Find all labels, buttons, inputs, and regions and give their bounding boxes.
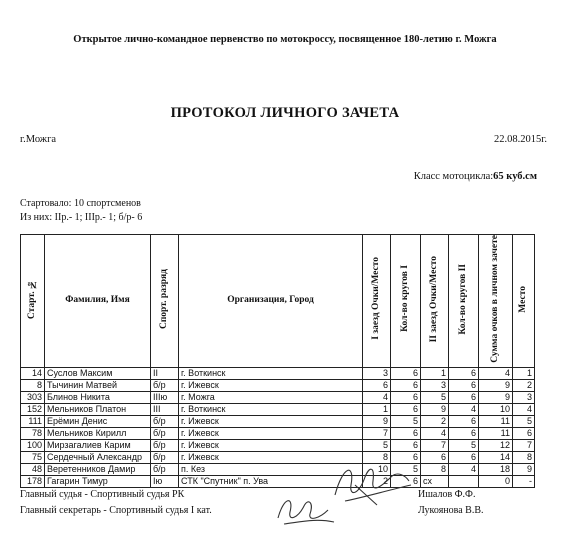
started-count: Стартовало: 10 спортсменов xyxy=(20,198,141,209)
table-cell: Гагарин Тимур xyxy=(45,475,151,487)
table-cell: г. Ижевск xyxy=(179,415,363,427)
table-row xyxy=(21,391,535,403)
class-value: 65 куб.см xyxy=(493,171,537,182)
date-label: 22.08.2015г. xyxy=(494,134,547,145)
table-cell: г. Ижевск xyxy=(179,379,363,391)
col-place: Место xyxy=(513,235,535,368)
table-cell: п. Кез xyxy=(179,463,363,475)
table-cell: 6 xyxy=(391,475,421,487)
chief-secretary-name: Лукоянова В.В. xyxy=(418,505,484,516)
table-cell: Сердечный Александр xyxy=(45,451,151,463)
table-cell: 6 xyxy=(449,367,479,379)
table-row xyxy=(21,403,535,415)
table-cell: б/р xyxy=(151,415,179,427)
table-cell: III xyxy=(151,403,179,415)
table-cell: Ерёмин Денис xyxy=(45,415,151,427)
col-race2-points: II заезд Очки/Место xyxy=(421,235,449,368)
table-cell: 78 xyxy=(21,427,45,439)
table-cell: 6 xyxy=(391,403,421,415)
table-cell: 5 xyxy=(513,415,535,427)
motorcycle-class xyxy=(414,171,537,182)
table-cell: г. Ижевск xyxy=(179,427,363,439)
table-cell: 9 xyxy=(363,415,391,427)
table-cell: б/р xyxy=(151,451,179,463)
table-cell: 8 xyxy=(421,463,449,475)
col-sport-rank: Спорт. разряд xyxy=(151,235,179,368)
table-cell: 111 xyxy=(21,415,45,427)
table-row xyxy=(21,427,535,439)
table-cell: Тычинин Матвей xyxy=(45,379,151,391)
table-cell: Мельников Платон xyxy=(45,403,151,415)
table-cell: 5 xyxy=(391,463,421,475)
table-cell: 100 xyxy=(21,439,45,451)
table-cell: 3 xyxy=(363,367,391,379)
table-cell: 48 xyxy=(21,463,45,475)
table-cell: 4 xyxy=(421,427,449,439)
table-cell: 6 xyxy=(391,451,421,463)
table-cell: 7 xyxy=(421,439,449,451)
table-cell: Iю xyxy=(151,475,179,487)
table-cell: 18 xyxy=(479,463,513,475)
table-cell: IIIю xyxy=(151,391,179,403)
table-cell: 4 xyxy=(449,463,479,475)
table-cell: 6 xyxy=(391,367,421,379)
table-cell: 6 xyxy=(391,379,421,391)
table-cell: 6 xyxy=(391,391,421,403)
secretary-signature xyxy=(270,488,340,533)
table-cell: сх xyxy=(421,475,449,487)
table-cell: 10 xyxy=(479,403,513,415)
table-header-row xyxy=(21,235,535,368)
table-cell: 14 xyxy=(479,451,513,463)
table-cell: 6 xyxy=(449,451,479,463)
chief-judge-title: Главный судья - Спортивный судья РК xyxy=(20,489,185,500)
table-cell: 9 xyxy=(479,379,513,391)
table-cell: 6 xyxy=(421,451,449,463)
table-cell: 5 xyxy=(449,439,479,451)
table-cell: 6 xyxy=(449,391,479,403)
col-total-points: Сумма очков в личном зачете xyxy=(479,235,513,368)
table-cell: Мирзагалиев Карим xyxy=(45,439,151,451)
table-row xyxy=(21,463,535,475)
table-cell: 10 xyxy=(363,463,391,475)
table-cell: б/р xyxy=(151,463,179,475)
table-cell: 75 xyxy=(21,451,45,463)
table-cell: 3 xyxy=(513,391,535,403)
table-cell: 2 xyxy=(421,415,449,427)
table-cell: 303 xyxy=(21,391,45,403)
table-cell: 6 xyxy=(391,439,421,451)
table-cell: 8 xyxy=(21,379,45,391)
table-cell: Веретенников Дамир xyxy=(45,463,151,475)
table-cell: 8 xyxy=(363,451,391,463)
table-cell: 14 xyxy=(21,367,45,379)
table-cell: 152 xyxy=(21,403,45,415)
results-table xyxy=(20,234,535,488)
table-cell: 5 xyxy=(391,415,421,427)
table-cell: 9 xyxy=(479,391,513,403)
table-cell: 4 xyxy=(513,403,535,415)
table-row xyxy=(21,439,535,451)
table-cell: г. Воткинск xyxy=(179,403,363,415)
table-cell: 4 xyxy=(363,391,391,403)
table-cell: 9 xyxy=(513,463,535,475)
col-race1-laps: Кол-во кругов I xyxy=(391,235,421,368)
table-cell: 3 xyxy=(421,379,449,391)
table-cell: 6 xyxy=(391,427,421,439)
table-cell: Мельников Кирилл xyxy=(45,427,151,439)
city-label: г.Можга xyxy=(20,134,57,145)
table-cell: 1 xyxy=(513,367,535,379)
table-cell: г. Ижевск xyxy=(179,439,363,451)
table-row xyxy=(21,451,535,463)
event-title: Открытое лично-командное первенство по мотокроссу, посвященное 180-летию г. Можга xyxy=(73,34,497,45)
table-cell: 1 xyxy=(363,403,391,415)
table-cell: 7 xyxy=(513,439,535,451)
table-cell: II xyxy=(151,367,179,379)
table-cell: 2 xyxy=(363,475,391,487)
table-cell: - xyxy=(513,475,535,487)
table-cell: 6 xyxy=(449,427,479,439)
table-row xyxy=(21,367,535,379)
table-row xyxy=(21,415,535,427)
table-cell: 5 xyxy=(363,439,391,451)
col-start-number: Старт. № xyxy=(21,235,45,368)
table-cell: 7 xyxy=(363,427,391,439)
table-cell: 9 xyxy=(421,403,449,415)
table-cell: 6 xyxy=(449,415,479,427)
table-cell: 178 xyxy=(21,475,45,487)
rank-breakdown: Из них: IIр.- 1; IIIр.- 1; б/р- 6 xyxy=(20,212,143,223)
table-cell: 11 xyxy=(479,415,513,427)
table-cell: 5 xyxy=(421,391,449,403)
table-cell: 8 xyxy=(513,451,535,463)
col-race1-points: I заезд Очки/Место xyxy=(363,235,391,368)
class-label: Класс мотоцикла: xyxy=(413,171,494,182)
table-cell: 4 xyxy=(479,367,513,379)
table-cell: б/р xyxy=(151,439,179,451)
table-cell: 0 xyxy=(479,475,513,487)
table-cell: 11 xyxy=(479,427,513,439)
chief-judge-name: Ишалов Ф.Ф. xyxy=(418,489,476,500)
table-cell: 6 xyxy=(449,379,479,391)
table-cell: 2 xyxy=(513,379,535,391)
col-name: Фамилия, Имя xyxy=(45,235,151,368)
table-cell: г. Воткинск xyxy=(179,367,363,379)
table-cell: 6 xyxy=(363,379,391,391)
table-cell: 6 xyxy=(513,427,535,439)
table-cell: Блинов Никита xyxy=(45,391,151,403)
table-cell: СТК "Спутник" п. Ува xyxy=(179,475,363,487)
table-cell: г. Можга xyxy=(179,391,363,403)
table-cell: 1 xyxy=(421,367,449,379)
table-row xyxy=(21,379,535,391)
chief-secretary-title: Главный секретарь - Спортивный судья I кат. xyxy=(20,505,212,516)
col-race2-laps: Кол-во кругов II xyxy=(449,235,479,368)
table-cell: 4 xyxy=(449,403,479,415)
col-organization: Организация, Город xyxy=(179,235,363,368)
table-cell xyxy=(449,475,479,487)
table-cell: Суслов Максим xyxy=(45,367,151,379)
table-row xyxy=(21,475,535,487)
table-cell: б/р xyxy=(151,379,179,391)
table-cell: г. Ижевск xyxy=(179,451,363,463)
table-cell: б/р xyxy=(151,427,179,439)
protocol-title: ПРОТОКОЛ ЛИЧНОГО ЗАЧЕТА xyxy=(170,105,400,121)
table-cell: 12 xyxy=(479,439,513,451)
